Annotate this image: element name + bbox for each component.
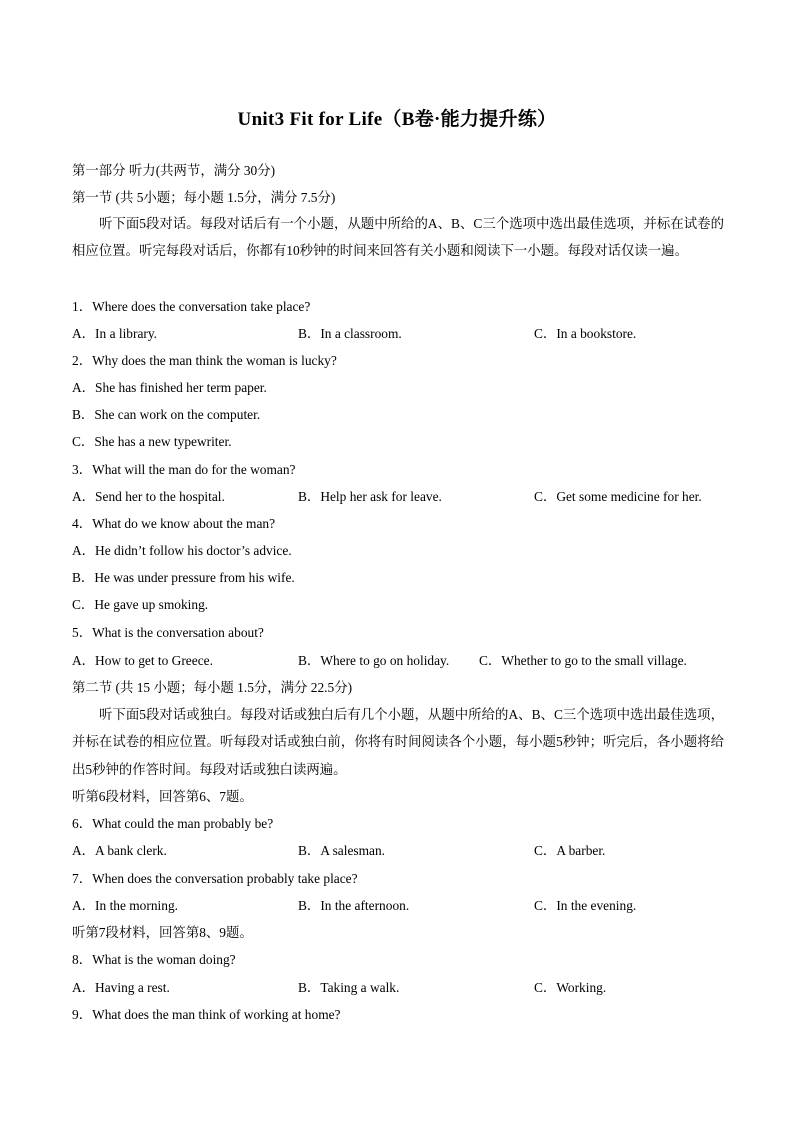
q1-stem: 1．Where does the conversation take place?	[72, 299, 311, 314]
q7-option-b: B．In the afternoon.	[298, 898, 410, 913]
q3-option-a: A．Send her to the hospital.	[72, 489, 225, 504]
q5-stem: 5．What is the conversation about?	[72, 625, 264, 640]
q5-option-c: C．Whether to go to the small village.	[479, 653, 687, 668]
material7-note: 听第7段材料，回答第8、9题。	[72, 925, 253, 940]
q4-option-a: A．He didn’t follow his doctor’s advice.	[72, 543, 292, 558]
q8-stem: 8．What is the woman doing?	[72, 952, 236, 967]
q1-option-c: C．In a bookstore.	[534, 326, 637, 341]
q7-option-c: C．In the evening.	[534, 898, 637, 913]
section1-heading: 第一节 (共 5小题；每小题 1.5分，满分 7.5分)	[72, 190, 336, 205]
q3-option-b: B．Help her ask for leave.	[298, 489, 442, 504]
q7-option-a: A．In the morning.	[72, 898, 178, 913]
q7-stem: 7．When does the conversation probably take place?	[72, 871, 358, 886]
q4-option-b: B．He was under pressure from his wife.	[72, 570, 295, 585]
q4-stem: 4．What do we know about the man?	[72, 516, 276, 531]
q3-stem: 3．What will the man do for the woman?	[72, 462, 296, 477]
part1-heading: 第一部分 听力(共两节，满分 30分)	[72, 163, 276, 178]
q2-option-b: B．She can work on the computer.	[72, 407, 261, 422]
q8-option-a: A．Having a rest.	[72, 980, 170, 995]
q3-option-c: C．Get some medicine for her.	[534, 489, 702, 504]
q2-option-a: A．She has finished her term paper.	[72, 380, 267, 395]
q1-option-b: B．In a classroom.	[298, 326, 402, 341]
q6-option-a: A．A bank clerk.	[72, 843, 167, 858]
q2-option-c: C．She has a new typewriter.	[72, 434, 232, 449]
q6-stem: 6．What could the man probably be?	[72, 816, 274, 831]
q1-option-a: A．In a library.	[72, 326, 158, 341]
q6-option-c: C．A barber.	[534, 843, 606, 858]
q4-option-c: C．He gave up smoking.	[72, 597, 209, 612]
q5-option-a: A．How to get to Greece.	[72, 653, 213, 668]
q9-stem: 9．What does the man think of working at home?	[72, 1007, 341, 1022]
page-title: Unit3 Fit for Life（B卷·能力提升练）	[237, 109, 557, 130]
q2-stem: 2．Why does the man think the woman is lucky?	[72, 353, 337, 368]
section1-instructions: 听下面5段对话。每段对话后有一个小题，从题中所给的A、B、C三个选项中选出最佳选项，并标在试卷的相应位置。听完每段对话后，你都有10秒钟的时间来回答有关小题和阅读下一小题。每段对话仅读一遍。	[72, 216, 724, 259]
q5-option-b: B．Where to go on holiday.	[298, 653, 450, 668]
q6-option-b: B．A salesman.	[298, 843, 386, 858]
material6-note: 听第6段材料，回答第6、7题。	[72, 789, 253, 804]
q8-option-b: B．Taking a walk.	[298, 980, 400, 995]
section2-heading: 第二节 (共 15 小题；每小题 1.5分，满分 22.5分)	[72, 680, 353, 695]
q8-option-c: C．Working.	[534, 980, 607, 995]
section2-instructions: 听下面5段对话或独白。每段对话或独白后有几个小题，从题中所给的A、B、C三个选项中选出最佳选项，并标在试卷的相应位置。听每段对话或独白前，你将有时间阅读各个小题，每小题5秒钟；听完后，各小题将给出5秒钟的作答时间。每段对话或独白读两遍。	[72, 707, 724, 777]
